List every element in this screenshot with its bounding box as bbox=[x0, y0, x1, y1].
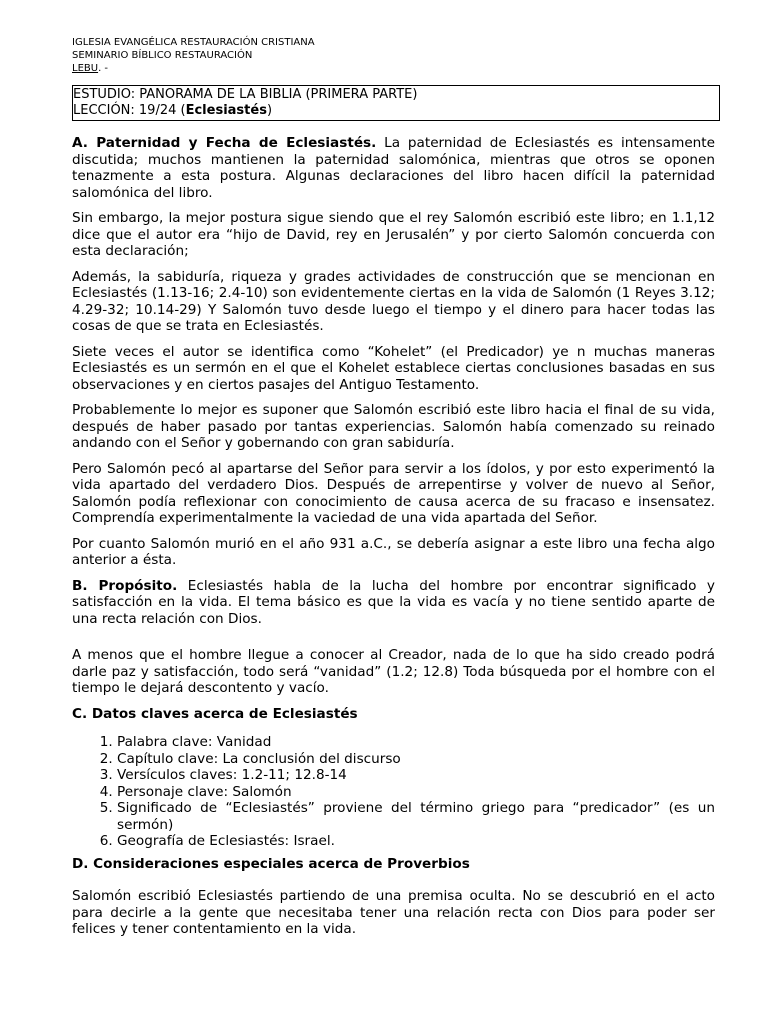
city-line bbox=[72, 62, 720, 75]
section-a-paragraph-7: Por cuanto Salomón murió en el año 931 a.C., se debería asignar a este libro una fecha algo anterior a ésta. bbox=[72, 535, 715, 568]
list-item: 5. Significado de “Eclesiastés” proviene del término griego para “predicador” (es un sermón) bbox=[117, 800, 715, 833]
section-a-intro-text: La paternidad de Eclesiastés es intensamente discutida; muchos mantienen la paternidad salomónica, mientras que otros se oponen tenazmente a esta postura. Algunas declaraciones del libro hacen difícil la paternidad salomónica del libro. bbox=[72, 135, 715, 201]
section-a-paragraph-6: Pero Salomón pecó al apartarse del Señor para servir a los ídolos, y por esto experimentó la vida apartado del verdadero Dios. Después de arrepentirse y volver de nuevo al Señor, Salomón podía reflexionar con conocimiento de causa acerca de su fracaso e insensatez. Comprendía experimentalmente la vaciedad de una vida apartada del Señor. bbox=[72, 460, 715, 526]
document-body bbox=[72, 135, 715, 938]
lesson-line bbox=[73, 103, 715, 119]
section-a-paragraph-3: Además, la sabiduría, riqueza y grades actividades de construcción que se mencionan en Eclesiastés (1.13-16; 2.4-10) son evidentemente ciertas en la vida de Salomón (1 Reyes 3.12; 4.29-32; 10.14-29) Y Salomón tuvo desde luego el tiempo y el dinero para hacer todas las cosas de que se trata en Eclesiastés. bbox=[72, 268, 715, 334]
section-d-heading: D. Consideraciones especiales acerca de Proverbios bbox=[72, 855, 470, 872]
section-b-intro-text: Eclesiastés habla de la lucha del hombre por encontrar significado y satisfacción en la vida. El tema básico es que la vida es vacía y no tiene sentido aparte de una recta relación con Dios. bbox=[72, 577, 715, 627]
section-a-paragraph-2: Sin embargo, la mejor postura sigue siendo que el rey Salomón escribió este libro; en 1.1,12 dice que el autor era “hijo de David, rey en Jerusalén” y por cierto Salomón concuerda con esta declaración; bbox=[72, 210, 715, 259]
section-b-intro bbox=[72, 578, 715, 628]
section-c-heading: C. Datos claves acerca de Eclesiastés bbox=[72, 705, 358, 722]
seminary-name: SEMINARIO BÍBLICO RESTAURACIÓN bbox=[72, 50, 253, 61]
study-title-box bbox=[72, 85, 720, 121]
church-name: IGLESIA EVANGÉLICA RESTAURACIÓN CRISTIANA bbox=[72, 37, 315, 48]
city-suffix: . - bbox=[98, 63, 109, 74]
key-facts-list bbox=[72, 734, 715, 850]
list-item: 2. Capítulo clave: La conclusión del discurso bbox=[117, 751, 715, 768]
lesson-book: Eclesiastés bbox=[185, 103, 267, 118]
section-b-heading: B. Propósito. bbox=[72, 577, 178, 594]
section-b-paragraph-2: A menos que el hombre llegue a conocer al Creador, nada de lo que ha sido creado podrá darle paz y satisfacción, todo será “vanidad” (1.2; 12.8) Toda búsqueda por el hombre con el tiempo le dejará descontento y vacío. bbox=[72, 647, 715, 696]
list-item: 4. Personaje clave: Salomón bbox=[117, 784, 715, 801]
section-a-intro bbox=[72, 135, 715, 201]
list-item: 6. Geografía de Eclesiastés: Israel. bbox=[117, 833, 715, 850]
section-a-paragraph-5: Probablemente lo mejor es suponer que Salomón escribió este libro hacia el final de su vida, después de haber pasado por tantas experiencias. Salomón había comenzado su reinado andando con el Señor y gobernando con gran sabiduría. bbox=[72, 402, 715, 451]
document-header bbox=[72, 36, 720, 75]
lesson-prefix: LECCIÓN: 19/24 ( bbox=[73, 103, 186, 118]
lesson-suffix: ) bbox=[266, 103, 273, 118]
section-d-paragraph-1: Salomón escribió Eclesiastés partiendo de una premisa oculta. No se descubrió en el acto para decirle a la gente que necesitaba tener una relación recta con Dios para poder ser felices y tener contentamiento en la vida. bbox=[72, 888, 715, 937]
section-a-heading: A. Paternidad y Fecha de Eclesiastés. bbox=[72, 135, 377, 151]
list-item: 3. Versículos claves: 1.2-11; 12.8-14 bbox=[117, 767, 715, 784]
city-name: LEBU bbox=[72, 63, 99, 74]
section-a-paragraph-4: Siete veces el autor se identifica como “Kohelet” (el Predicador) ye n muchas maneras Eclesiastés es un sermón en el que el Kohelet establece ciertas conclusiones basadas en sus observaciones y en ciertos pasajes del Antiguo Testamento. bbox=[72, 343, 715, 393]
study-title: ESTUDIO: PANORAMA DE LA BIBLIA (PRIMERA PARTE) bbox=[73, 87, 418, 102]
list-item: 1. Palabra clave: Vanidad bbox=[117, 734, 715, 751]
